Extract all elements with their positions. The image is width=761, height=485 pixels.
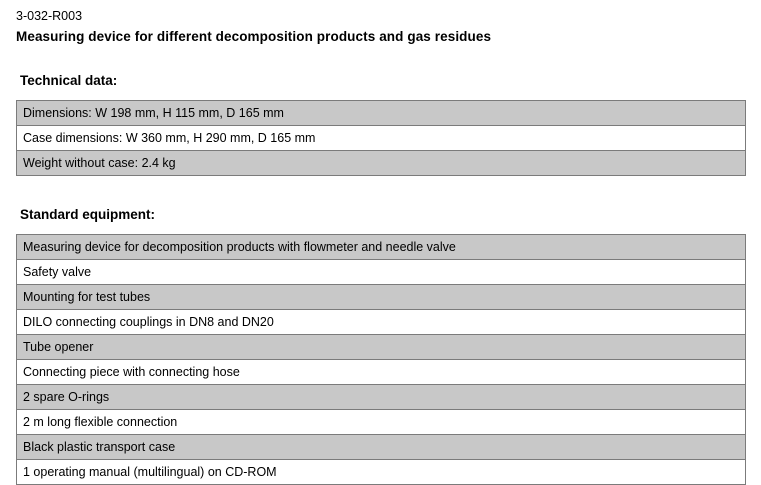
standard-equipment-heading: Standard equipment: [20, 207, 156, 222]
document-title: Measuring device for different decomposition products and gas residues [16, 29, 492, 44]
table-row [17, 410, 746, 435]
table-cell: Tube opener [17, 335, 746, 360]
table-row [17, 310, 746, 335]
table-cell: Case dimensions: W 360 mm, H 290 mm, D 165 mm [17, 126, 746, 151]
table-cell: Measuring device for decomposition products with flowmeter and needle valve [17, 235, 746, 260]
table-row [17, 101, 746, 126]
table-cell: Black plastic transport case [17, 435, 746, 460]
technical-data-table [16, 100, 746, 176]
standard-equipment-table [16, 234, 746, 485]
table-cell: 2 spare O-rings [17, 385, 746, 410]
table-row [17, 360, 746, 385]
table-cell: Mounting for test tubes [17, 285, 746, 310]
technical-data-heading: Technical data: [20, 73, 118, 88]
table-cell: 2 m long flexible connection [17, 410, 746, 435]
table-row [17, 285, 746, 310]
table-cell: 1 operating manual (multilingual) on CD-ROM [17, 460, 746, 485]
table-row [17, 235, 746, 260]
table-cell: Weight without case: 2.4 kg [17, 151, 746, 176]
table-row [17, 126, 746, 151]
table-row [17, 151, 746, 176]
table-row [17, 385, 746, 410]
table-cell: Connecting piece with connecting hose [17, 360, 746, 385]
table-cell: DILO connecting couplings in DN8 and DN20 [17, 310, 746, 335]
table-row [17, 460, 746, 485]
table-row [17, 335, 746, 360]
table-cell: Dimensions: W 198 mm, H 115 mm, D 165 mm [17, 101, 746, 126]
document-code: 3-032-R003 [16, 9, 83, 23]
table-row [17, 260, 746, 285]
table-cell: Safety valve [17, 260, 746, 285]
table-row [17, 435, 746, 460]
